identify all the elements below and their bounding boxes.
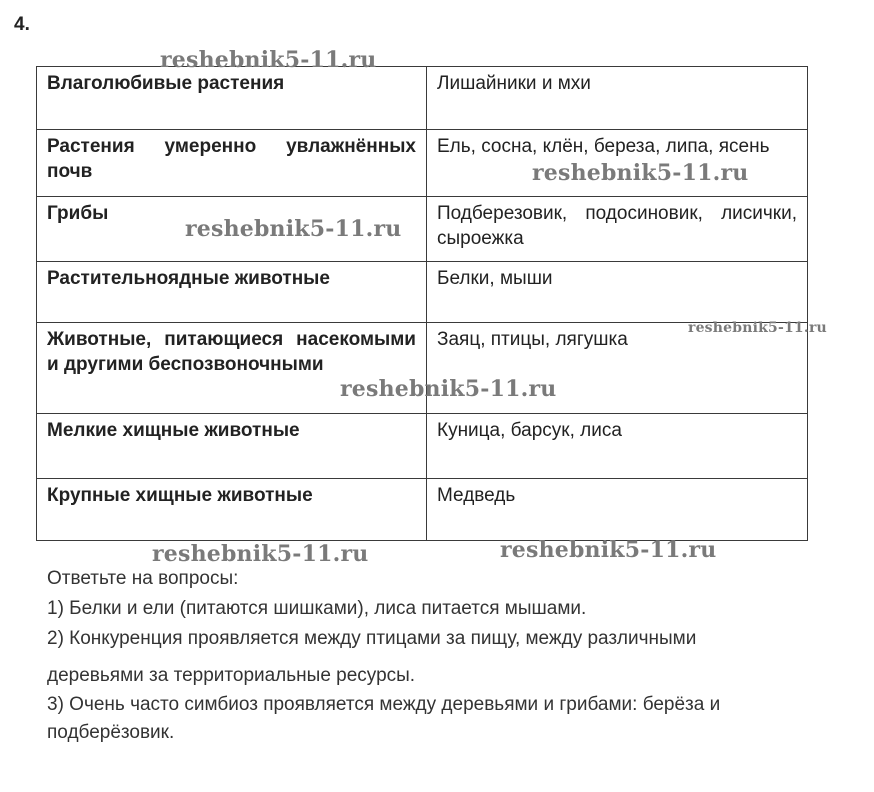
table-cell-category: Мелкие хищные животные [37, 414, 427, 479]
answer-2-line-2: деревьями за территориальные ресурсы. [47, 665, 416, 686]
table-cell-examples: Куница, барсук, лиса [427, 414, 808, 479]
table-cell-category: Животные, питающиеся насекомыми и другими беспозвоночными [37, 323, 427, 414]
table-cell-category: Влаголюбивые растения [37, 67, 427, 130]
answer-1: 1) Белки и ели (питаются шишками), лиса питается мышами. [47, 598, 587, 619]
table-row [37, 67, 808, 130]
watermark: reshebnik5-11.ru [500, 537, 717, 563]
watermark: reshebnik5-11.ru [160, 47, 377, 73]
watermark: reshebnik5-11.ru [532, 160, 749, 186]
table-cell-category: Растения умеренно увлажнённых почв [37, 130, 427, 197]
watermark: reshebnik5-11.ru [152, 541, 369, 567]
table-cell-examples: Лишайники и мхи [427, 67, 808, 130]
answer-3-line-2: подберёзовик. [47, 722, 175, 743]
table-row [37, 479, 808, 541]
answer-2-line-1: 2) Конкуренция проявляется между птицами за пищу, между различными [47, 628, 697, 649]
table-cell-examples: Заяц, птицы, лягушка [427, 323, 808, 414]
table-row [37, 130, 808, 197]
watermark: reshebnik5-11.ru [688, 320, 827, 336]
watermark: reshebnik5-11.ru [340, 376, 557, 402]
table-cell-examples: Медведь [427, 479, 808, 541]
table-cell-category: Грибы [37, 197, 427, 262]
table-cell-examples: Подберезовик, подосиновик, лисички, сыроежка [427, 197, 808, 262]
table-row [37, 197, 808, 262]
table-row [37, 323, 808, 414]
answers-heading: Ответьте на вопросы: [47, 568, 239, 589]
table-cell-category: Растительноядные животные [37, 262, 427, 323]
answer-3-line-1: 3) Очень часто симбиоз проявляется между деревьями и грибами: берёза и [47, 694, 721, 715]
table-cell-examples: Ель, сосна, клён, береза, липа, ясень [427, 130, 808, 197]
table-row [37, 414, 808, 479]
table-cell-examples: Белки, мыши [427, 262, 808, 323]
table-cell-category: Крупные хищные животные [37, 479, 427, 541]
watermark: reshebnik5-11.ru [185, 216, 402, 242]
table-row [37, 262, 808, 323]
task-number: 4. [14, 14, 30, 35]
ecosystem-table [36, 66, 808, 541]
